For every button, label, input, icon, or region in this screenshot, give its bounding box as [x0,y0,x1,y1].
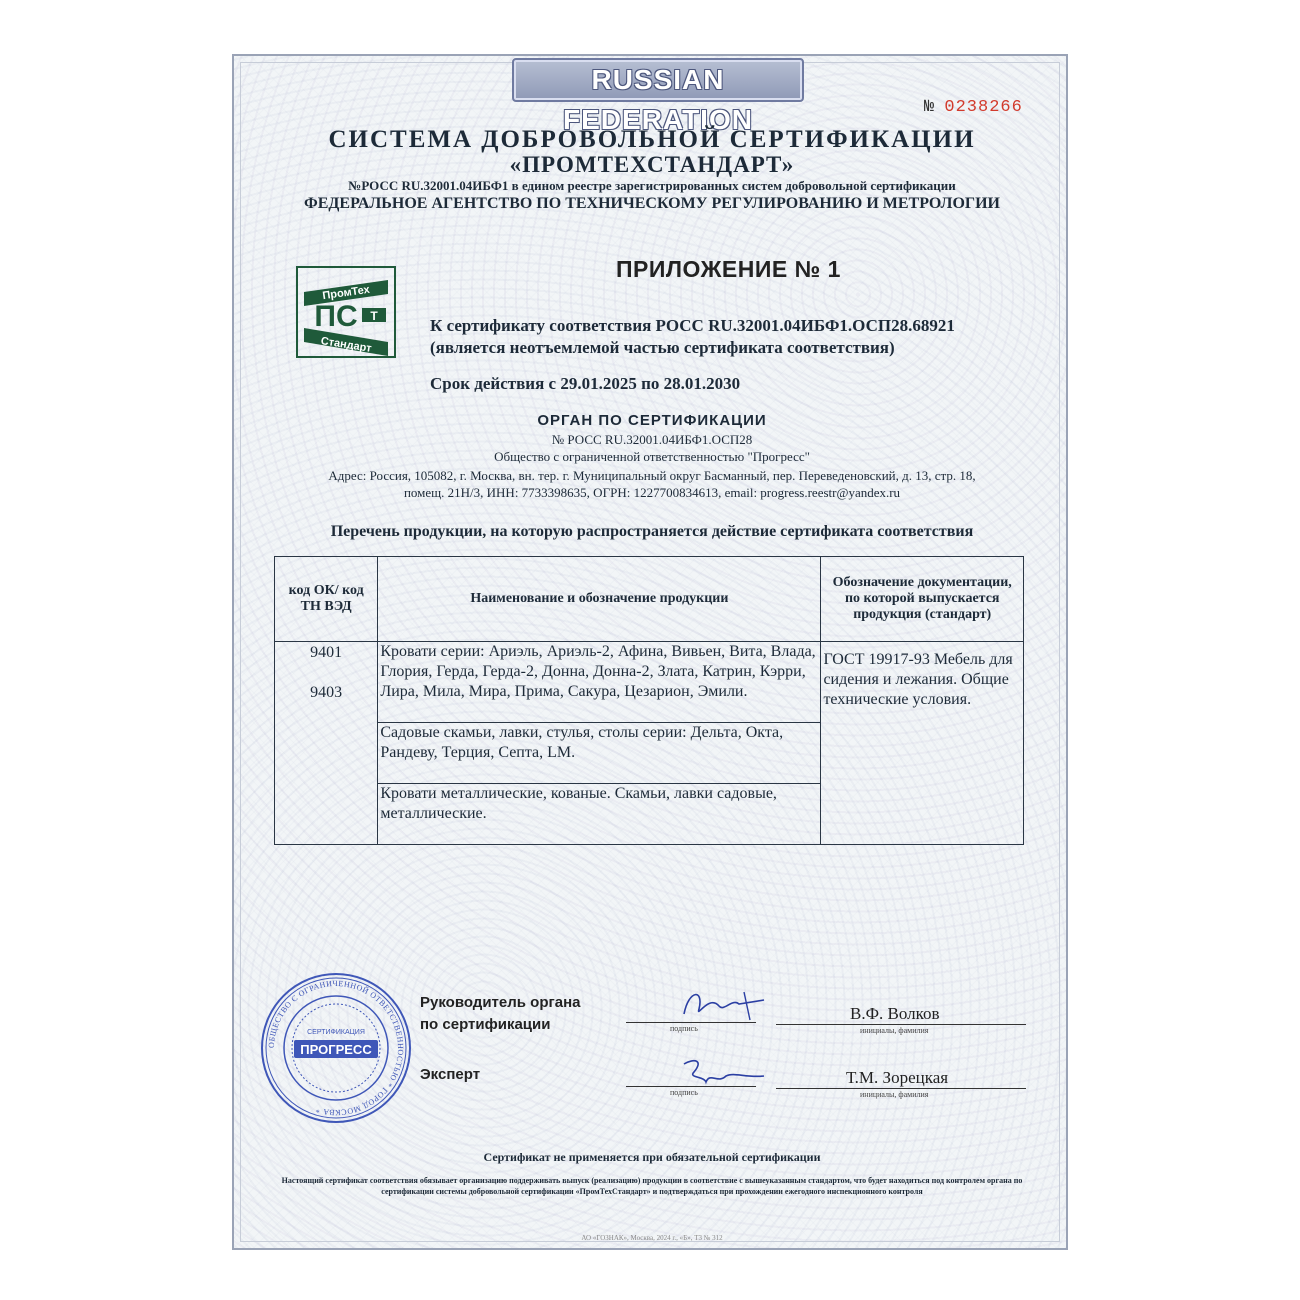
product-name: Садовые скамьи, лавки, стулья, столы серии: Дельта, Окта, Рандеву, Терция, Септа, LM. [378,723,820,784]
logo-small-mark: Т [370,309,378,323]
cert-body-org-name: Общество с ограниченной ответственностью "Прогресс" [494,449,810,464]
name-cell [378,642,821,845]
system-title: СИСТЕМА ДОБРОВОЛЬНОЙ СЕРТИФИКАЦИИ [328,126,976,153]
product-name: Кровати металлические, кованые. Скамьи, лавки садовые, металлические. [380,785,777,822]
head-signature [664,984,774,1024]
certificate-reference: К сертификату соответствия РОСС RU.32001.04ИБФ1.ОСП28.68921 [430,316,955,335]
agency-name: ФЕДЕРАЛЬНОЕ АГЕНТСТВО ПО ТЕХНИЧЕСКОМУ РЕГУЛИРОВАНИЮ И МЕТРОЛОГИИ [304,195,1000,212]
header-name: Наименование и обозначение продукции [378,557,821,642]
seal-top-small: СЕРТИФИКАЦИЯ [307,1029,365,1036]
not-mandatory-note: Сертификат не применяется при обязательной сертификации [483,1150,821,1164]
logo-bottom-text: Стандарт [319,335,373,355]
validity-period: Срок действия с 29.01.2025 по 28.01.2030 [430,374,741,393]
serial-symbol: № [924,98,935,117]
seal-outer-text: ОБЩЕСТВО С ОГРАНИЧЕННОЙ ОТВЕТСТВЕННОСТЬЮ * ГОРОД МОСКВА * [266,978,406,1118]
cert-body-reg-number: № РОСС RU.32001.04ИБФ1.ОСП28 [551,432,753,447]
code-cell [275,642,378,845]
country-banner: RUSSIAN FEDERATION [512,58,804,102]
head-sign-caption: подпись [670,1024,698,1033]
product-code: 9401 [310,644,343,661]
standard-cell: ГОСТ 19917-93 Мебель для сидения и лежания. Общие технические условия. [821,642,1024,845]
expert-sign-caption: подпись [670,1088,698,1097]
cert-body-address-line2: помещ. 21Н/3, ИНН: 7733398635, ОГРН: 1227700834613, email: progress.reestr@yandex.ru [403,485,901,500]
head-name: В.Ф. Волков [850,1004,940,1023]
appendix-title: ПРИЛОЖЕНИЕ № 1 [616,256,841,282]
cert-body-address-line1: Адрес: Россия, 105082, г. Москва, вн. тер. г. Муниципальный округ Басманный, пер. Переведеновский, д. 13, стр. 18, [328,468,976,483]
integral-part-note: (является неотъемлемой частью сертификата соответствия) [430,338,895,357]
header-code: код ОК/ код ТН ВЭД [275,557,378,642]
head-label: Руководитель органа по сертификации [420,994,581,1033]
product-code: 9403 [310,684,343,701]
expert-sign-line [626,1086,756,1087]
head-name-caption: инициалы, фамилия [860,1026,929,1035]
expert-name-line [776,1088,1026,1089]
system-name: «ПРОМТЕХСТАНДАРТ» [509,152,795,177]
registry-line: №РОСС RU.32001.04ИБФ1 в едином реестре зарегистрированных систем добровольной сертификации [348,178,956,193]
product-table [274,556,1024,845]
head-name-line [776,1024,1026,1025]
product-name: Кровати серии: Ариэль, Ариэль-2, Афина, Вивьен, Вита, Влада, Глория, Герда, Герда-2, Донна, Донна-2, Злата, Катрин, Кэрри, Лира, Мила, Мира, Прима, Сакура, Цезарион, Эмили. [378,642,820,723]
expert-name: Т.М. Зорецкая [846,1068,949,1087]
seal-center-text: ПРОГРЕСС [300,1042,372,1057]
product-table-header [275,557,1024,642]
certificate-sheet [232,54,1068,1250]
table-row [275,642,1024,845]
logo-mark: ПС [314,300,358,333]
expert-label: Эксперт [420,1066,481,1083]
serial-value: 0238266 [944,98,1023,117]
promtekh-logo [296,266,396,358]
serial-number [924,98,1023,117]
expert-name-caption: инициалы, фамилия [860,1090,929,1099]
head-sign-line [626,1022,756,1023]
cert-body-title: ОРГАН ПО СЕРТИФИКАЦИИ [537,412,767,429]
product-list-title: Перечень продукции, на которую распространяется действие сертификата соответствия [330,523,974,540]
printer-imprint: АО «ГОЗНАК», Москва, 2024 г., «Б», Т3 № 312 [581,1234,723,1242]
organization-seal [260,972,412,1124]
header-standard: Обозначение документации, по которой выпускается продукция (стандарт) [821,557,1024,642]
logo-top-text: ПромТех [321,283,371,303]
obligation-note: Настоящий сертификат соответствия обязывает организацию поддерживать выпуск (реализацию) продукции в соответствие с вышеуказанным стандартом, что будет находиться под контролем органа по сертификации системы добровольной сертификации «ПромТехСтандарт» и подтверждаться при прохождении ежегодного инспекционного контроля [281,1176,1023,1196]
expert-signature [674,1054,774,1090]
